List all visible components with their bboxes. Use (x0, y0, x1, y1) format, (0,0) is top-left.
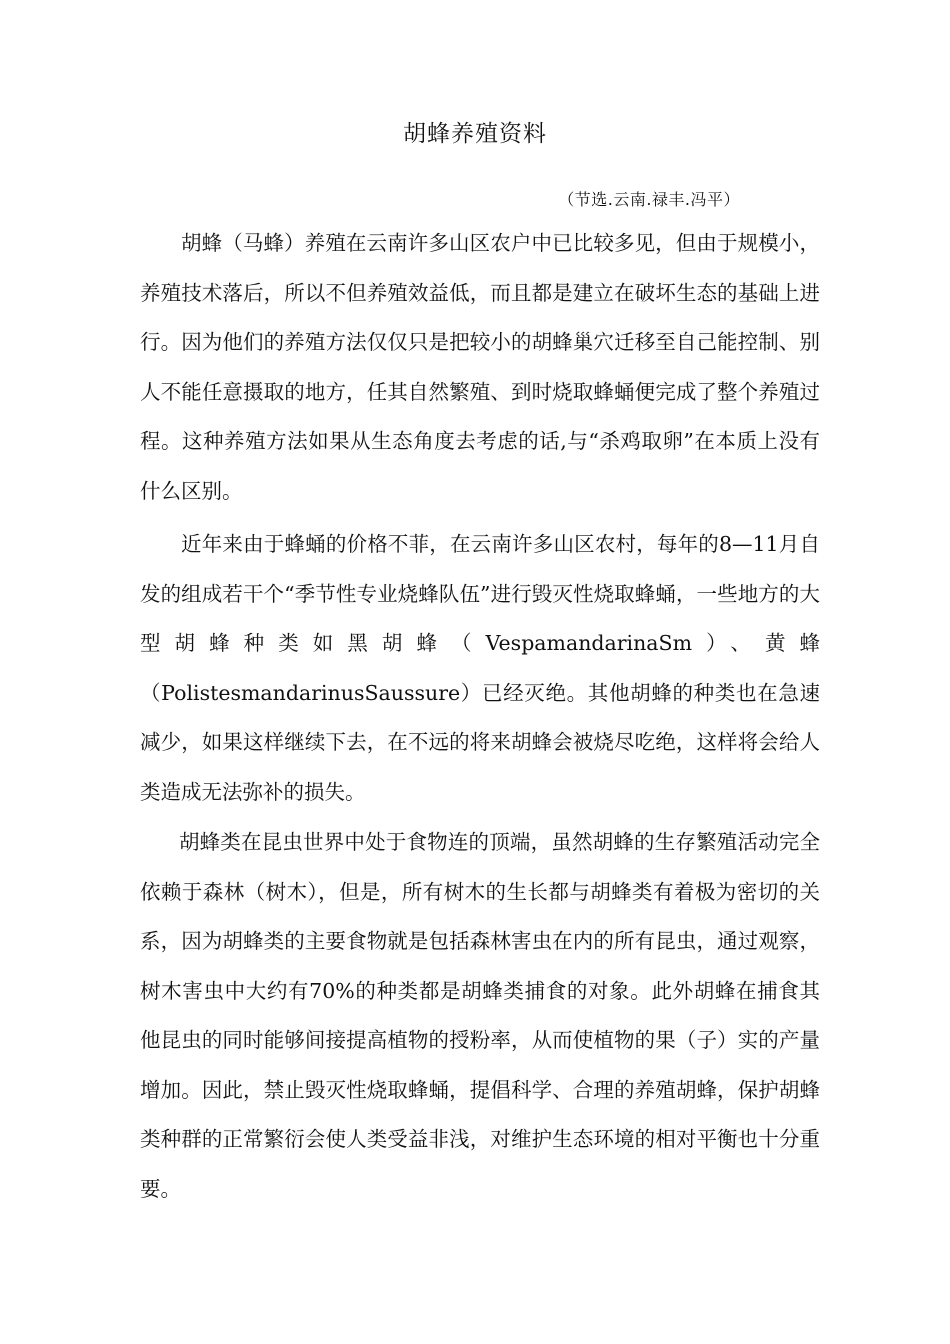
document-title: 胡蜂养殖资料 (403, 121, 547, 147)
body-paragraph-3-block (140, 818, 820, 1214)
body-paragraph: 胡蜂（马蜂）养殖在云南许多山区农户中已比较多见，但由于规模小，养殖技术落后，所以不但养殖效益低，而且都是建立在破坏生态的基础上进行。因为他们的养殖方法仅仅只是把较小的胡蜂巢穴迁移至自己能控制、别人不能任意摄取的地方，任其自然繁殖、到时烧取蜂蛹便完成了整个养殖过程。这种养殖方法如果从生态角度去考虑的话,与“杀鸡取卵”在本质上没有什么区别。 (140, 231, 820, 503)
body-paragraph-2-block (140, 520, 820, 817)
body-paragraph-1-block (140, 219, 820, 516)
body-paragraph: 近年来由于蜂蛹的价格不菲，在云南许多山区农村，每年的8—11月自发的组成若干个“季节性专业烧蜂队伍”进行毁灭性烧取蜂蛹，一些地方的大型胡蜂种类如黑胡蜂（VespamandarinaSm）、黄蜂（PolistesmandarinusSaussure）已经灭绝。其他胡蜂的种类也在急速减少，如果这样继续下去，在不远的将来胡蜂会被烧尽吃绝，这样将会给人类造成无法弥补的损失。 (140, 532, 820, 804)
document-byline: （节选.云南.禄丰.冯平） (558, 190, 740, 209)
body-paragraph: 胡蜂类在昆虫世界中处于食物连的顶端，虽然胡蜂的生存繁殖活动完全依赖于森林（树木），但是，所有树木的生长都与胡蜂类有着极为密切的关系，因为胡蜂类的主要食物就是包括森林害虫在内的所有昆虫，通过观察，树木害虫中大约有70%的种类都是胡蜂类捕食的对象。此外胡蜂在捕食其他昆虫的同时能够间接提高植物的授粉率，从而使植物的果（子）实的产量增加。因此，禁止毁灭性烧取蜂蛹，提倡科学、合理的养殖胡蜂，保护胡蜂类种群的正常繁衍会使人类受益非浅，对维护生态环境的相对平衡也十分重要。 (140, 830, 820, 1201)
